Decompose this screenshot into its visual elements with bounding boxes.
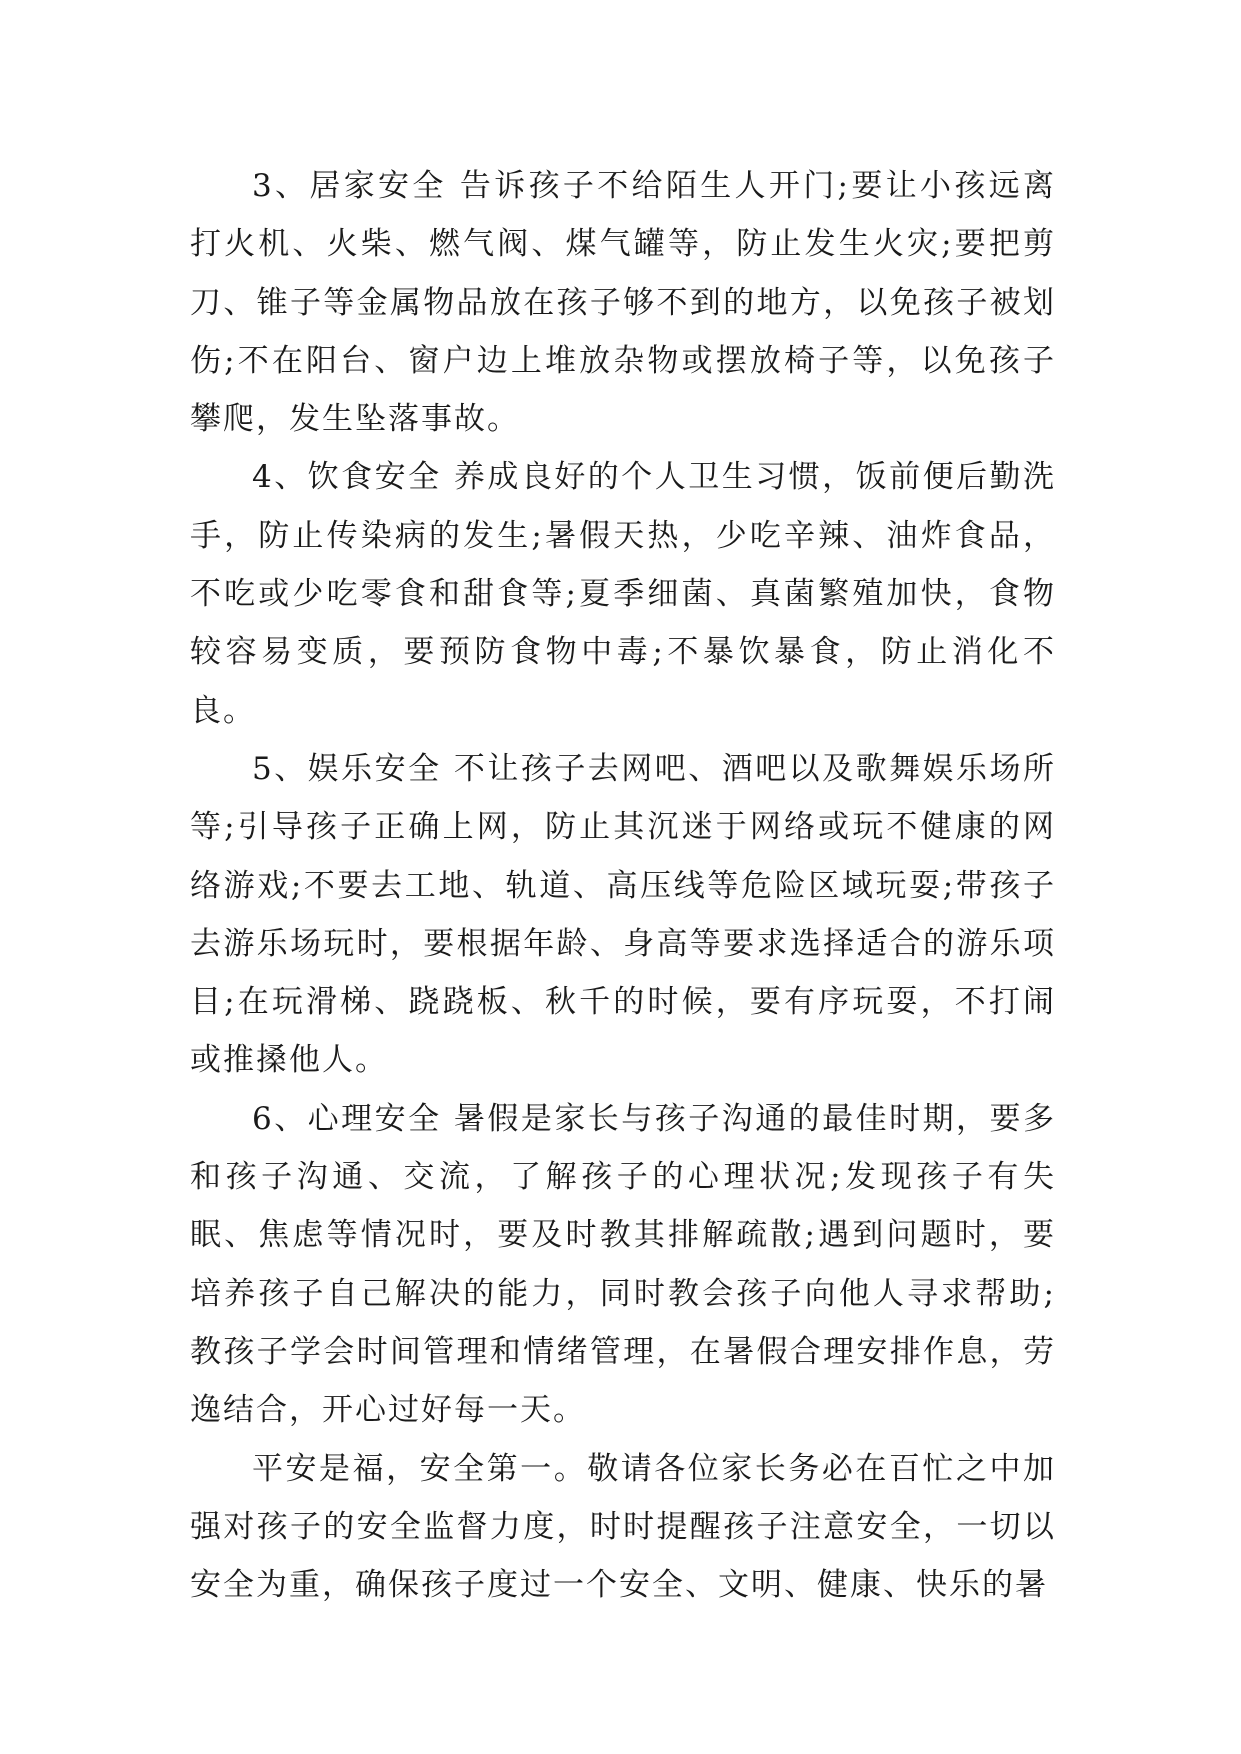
paragraph-home-safety: 3、居家安全 告诉孩子不给陌生人开门;要让小孩远离打火机、火柴、燃气阀、煤气罐等，防止发生火灾;要把剪刀、锥子等金属物品放在孩子够不到的地方，以免孩子被划伤;不在阳台、窗户边上堆放杂物或摆放椅子等，以免孩子攀爬，发生坠落事故。 <box>190 168 1056 438</box>
document-body <box>190 157 1056 1614</box>
paragraph-closing: 平安是福，安全第一。敬请各位家长务必在百忙之中加强对孩子的安全监督力度，时时提醒孩子注意安全，一切以安全为重，确保孩子度过一个安全、文明、健康、快乐的暑 <box>190 1450 1056 1604</box>
paragraph-entertainment-safety: 5、娱乐安全 不让孩子去网吧、酒吧以及歌舞娱乐场所等;引导孩子正确上网，防止其沉迷于网络或玩不健康的网络游戏;不要去工地、轨道、高压线等危险区域玩耍;带孩子去游乐场玩时，要根据年龄、身高等要求选择适合的游乐项目;在玩滑梯、跷跷板、秋千的时候，要有序玩耍，不打闹或推搡他人。 <box>190 750 1056 1079</box>
paragraph-psychological-safety: 6、心理安全 暑假是家长与孩子沟通的最佳时期，要多和孩子沟通、交流，了解孩子的心理状况;发现孩子有失眠、焦虑等情况时，要及时教其排解疏散;遇到问题时，要培养孩子自己解决的能力，同时教会孩子向他人寻求帮助;教孩子学会时间管理和情绪管理，在暑假合理安排作息，劳逸结合，开心过好每一天。 <box>190 1100 1056 1429</box>
paragraph-food-safety: 4、饮食安全 养成良好的个人卫生习惯，饭前便后勤洗手，防止传染病的发生;暑假天热，少吃辛辣、油炸食品，不吃或少吃零食和甜食等;夏季细菌、真菌繁殖加快，食物较容易变质，要预防食物中毒;不暴饮暴食，防止消化不良。 <box>190 459 1056 729</box>
